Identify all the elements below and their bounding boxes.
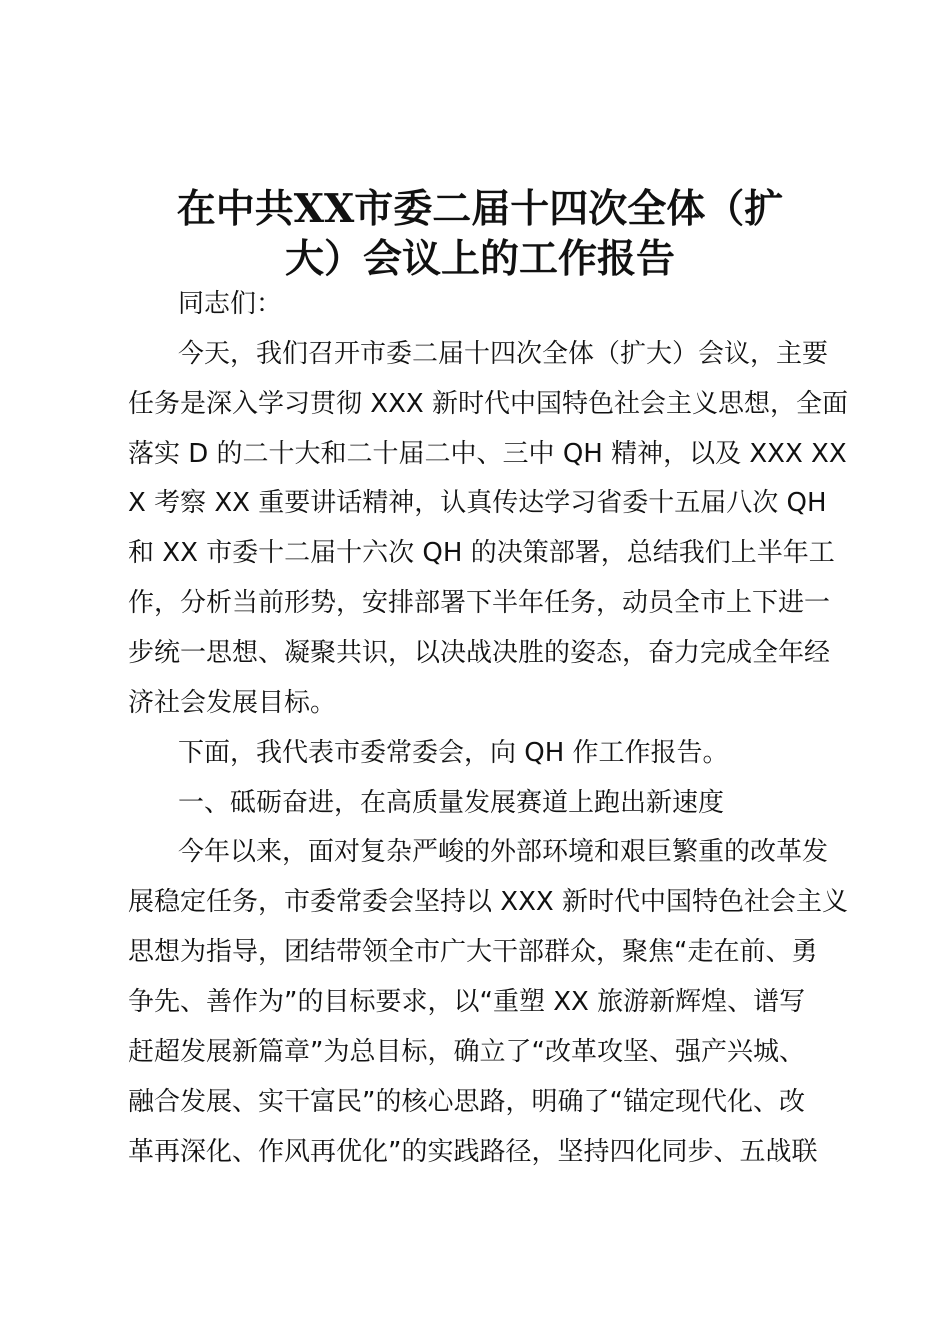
body-line: 任务是深入学习贯彻 XXX 新时代中国特色社会主义思想，全面 <box>128 389 848 419</box>
body-line: 赶超发展新篇章”为总目标，确立了“改革攻坚、强产兴城、 <box>128 1037 805 1067</box>
body-line: 落实 D 的二十大和二十届二中、三中 QH 精神，以及 XXX XX <box>128 439 847 469</box>
section-heading: 一、砥砺奋进，在高质量发展赛道上跑出新速度 <box>178 788 725 818</box>
body-line: 革再深化、作风再优化”的实践路径，坚持四化同步、五战联 <box>128 1137 818 1167</box>
body-line: 今天，我们召开市委二届十四次全体（扩大）会议，主要 <box>178 339 829 369</box>
body-line: 争先、善作为”的目标要求，以“重塑 XX 旅游新辉煌、谱写 <box>128 987 806 1017</box>
body-line: 作，分析当前形势，安排部署下半年任务，动员全市上下进一 <box>128 588 831 618</box>
body-line: 今年以来，面对复杂严峻的外部环境和艰巨繁重的改革发 <box>178 837 829 867</box>
body-line: 融合发展、实干富民”的核心思路，明确了“锚定现代化、改 <box>128 1087 805 1117</box>
body-line: X 考察 XX 重要讲话精神，认真传达学习省委十五届八次 QH <box>128 488 827 518</box>
document-title-line-1: 在中共XX市委二届十四次全体（扩 <box>176 186 784 232</box>
body-line: 展稳定任务，市委常委会坚持以 XXX 新时代中国特色社会主义 <box>128 887 848 917</box>
body-line: 思想为指导，团结带领全市广大干部群众，聚焦“走在前、勇 <box>128 937 818 967</box>
body-line: 济社会发展目标。 <box>128 688 337 718</box>
body-line: 和 XX 市委十二届十六次 QH 的决策部署，总结我们上半年工 <box>128 538 835 568</box>
document-title-line-2: 大）会议上的工作报告 <box>284 236 675 282</box>
body-line: 下面，我代表市委常委会，向 QH 作工作报告。 <box>178 738 729 768</box>
salutation: 同志们： <box>178 289 283 319</box>
body-line: 步统一思想、凝聚共识，以决战决胜的姿态，奋力完成全年经 <box>128 638 831 668</box>
